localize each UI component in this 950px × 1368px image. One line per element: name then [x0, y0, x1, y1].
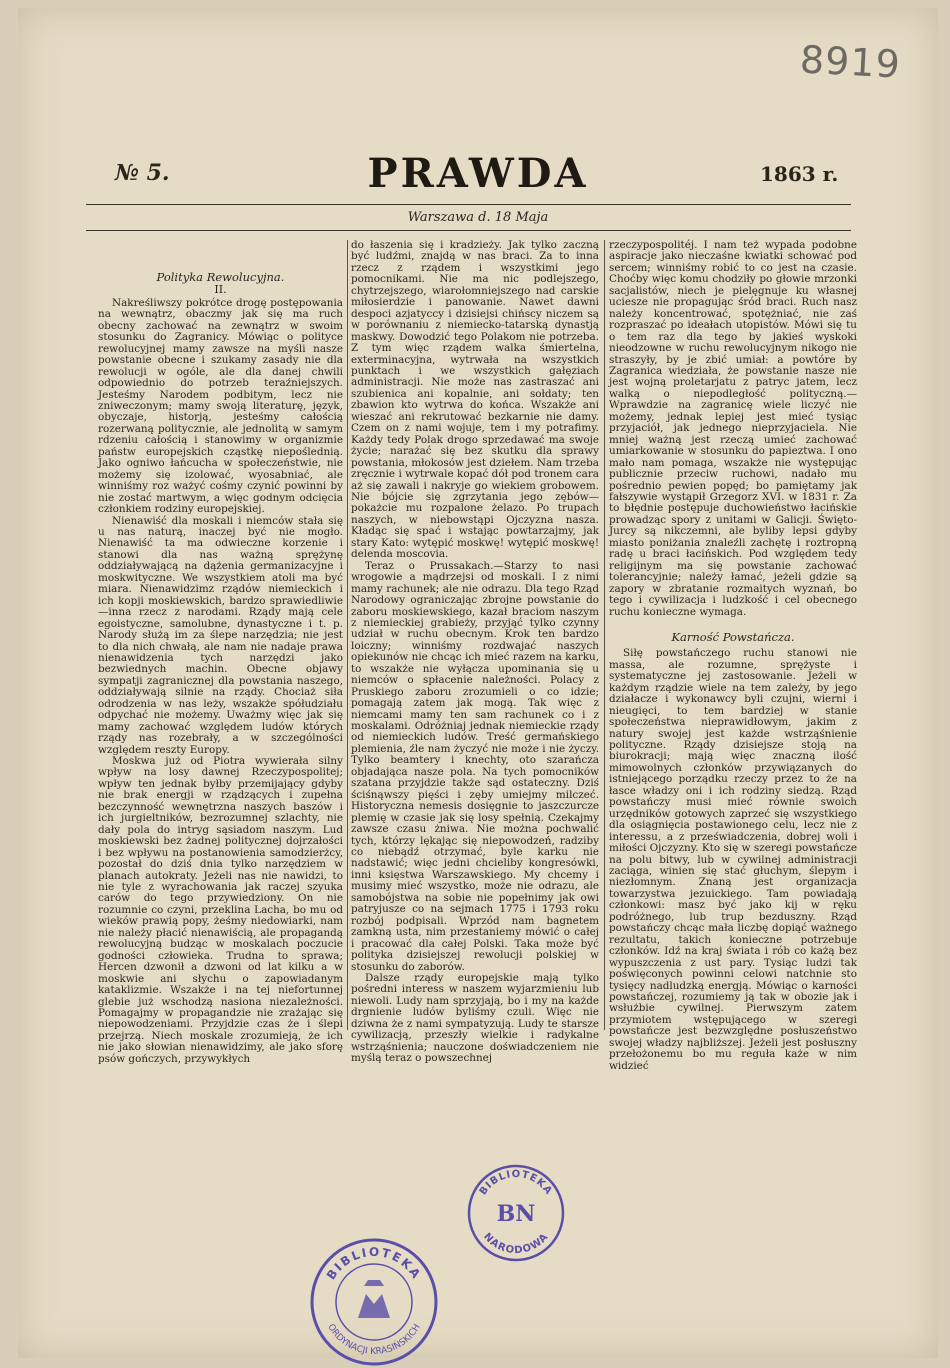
library-stamp-left — [308, 1236, 440, 1368]
masthead-rule-top — [86, 204, 851, 205]
stamp-center-text: BN — [496, 1201, 536, 1227]
paragraph: Nienawiść dla moskali i niemców stała się u nas naturą, inaczej być nie mogło. Nienawiść ta ma odwieczne korzenie i stanowi dla nas ważną sprężynę oddziaływającą na dążenia germanizacyjne i moskwityczne. We wszystkiem atoli ma być miara. Nienawidzimz rządów niemieckich i ich kopji moskiewskich, bardzo sprawiedliwie—inna rzecz z narodami. Rządy mają cele egoistyczne, samolubne, dynastyczne i t. p. Narody służą im za ślepe narzędzia; nie jest to dla nich chwałą, ale nam nie nadaje prawa nienawidzenia tych narzędzi jako bezwiednych machin. Obecne objawy sympatji zagranicznej dla powstania naszego, oddziaływają silnie na rządy. Chociaż siła odrodzenia w nas leży, wszakże spółudziału odpychać nie możemy. Uważmy więc jak się mamy zachować względem ludów których rządy nas rozebrały, a w szczególności względem reszty Europy. — [98, 514, 343, 756]
column-3 — [609, 239, 857, 1072]
stamp-top-text: BIBLIOTEKA — [477, 1168, 555, 1198]
paragraph: Dalsze rządy europejskie mają tylko pośredni interess w naszem wyjarzmieniu lub niewoli. Ludy nam sprzyjają, bo i my na każde drgnienie ludów byliśmy czuli. Więc nie dziwna że z nami sympatyzują. Ludy te starsze cywilizacją, przeszły wielkie i radykalne wstrząśnienia; nauczone doświadczeniem nie myślą teraz o powszechnej — [351, 972, 599, 1065]
stamp-top-text: BIBLIOTEKA — [323, 1244, 425, 1283]
pencil-annotation: 8919 — [798, 37, 902, 87]
paragraph: Moskwa już od Piotra wywierała silny wpływ na losy dawnej Rzeczypospolitej; wpływ ten jednak byłby przemijający gdyby nie brak energji w rządzących i zupełna bezczynność wewnętrzna naszych baszów i ich jurgieltników, bezrozumnej szlachty, nie dały pola do intryg sąsiadom naszym. Lud moskiewski bez żadnej politycznej dojrzałości i bez wpływu na postanowienia samodzierżcy, pozostał do dziś dnia tylko narzędziem w planach autokraty. Jeżeli nas nie nawidzi, to nie tyle z wyrachowania jak raczej szyuka carów do tego przywiedziony. On nie rozumnie co czyni, przeklina Lacha, bo mu od wieków prawią popy, żeśmy niedowiarki, nam nie należy płacić nienawiścią, ale propagandą rewolucyjną budząc w moskalach poczucie godności człowieka. Trudna to sprawa; Hercen dzwonił a dzwoni od lat kilku a w moskwie ani słychu o zapowiadanym kataklizmie. Wszakże i na tej niefortunnej glebie już wschodzą nasiona niezależności. Pomagajmy w propagandzie nie zrażając się niepowodzeniami. Przyjdzie czas że i ślepi przejrzą. Niech moskale zrozumieją, że ich nie jako słowian nienawidzimy, ale jako sforę psów gończych, przywykłych — [98, 755, 343, 1065]
paragraph: Siłę powstańczego ruchu stanowi nie massa, ale rozumne, sprężyste i systematyczne jej zastosowanie. Jeżeli w każdym rządzie wiele na tem zależy, by jego działacze i wykonawcy byli czujni, wierni i nieugięci, to tem bardziej w stanie społeczeństwa nieprawidłowym, jakim z natury swojej jest każde wstrząśnienie polityczne. Rządy dzisiejsze stoją na biurokracji; mają więc znaczną ilość mimowolnych członków przywiązanych do istniejącego porządku rzeczy przez to że na łasce władzy oni i ich rodziny siedzą. Rząd powstańczy musi mieć równie swoich urzędników gotowych zaprzeć się wszystkiego dla osiągnięcia postawionego celu, lecz nie z interessu, a z przeświadczenia, dobrej woli i miłości Ojczyzny. Kto się w szeregi powstańcze na polu bitwy, lub w cywilnej administracji zaciąga, winien się stać głuchym, ślepym i niezłomnym. Znaną jest organizacja towarzystwa jezuickiego. Tam powiadają członkowi: masz być jako kij w ręku podróżnego, lub trup bezduszny. Rząd powstańczy chcąc mała liczbę dopiąć ważnego rezultatu, takich konieczne potrzebuje członków. Idź na kraj świata i rób co każą bez wypuszczenia z ust pary. Tysiąc ludzi tak poświęconych powinni celowi natchnie sto tysięcy nadludzką energją. Mówiąc o karności powstańczej, rozumiemy ją tak w obozie jak i wsłużbie cywilnej. Pierwszym zatem przymiotem wstępującego w szeregi powstańcze jest bezwzględne posłuszeństwo swojej władzy najbliższej. Jeżeli jest posłuszny przełożonemu bo mu reguła każe w nim widzieć — [609, 647, 857, 1072]
issue-number: № 5. — [115, 160, 170, 186]
column-1 — [98, 240, 343, 1065]
newspaper-page — [18, 8, 938, 1358]
article-title: Karność Powstańcza. — [671, 629, 795, 644]
column-separator — [604, 240, 605, 1030]
article-title: Polityka Rewolucyjna. — [156, 270, 285, 284]
stamp-bottom-text: NARODOWA — [481, 1231, 551, 1257]
column-2 — [351, 239, 599, 1065]
paragraph: Teraz o Prussakach.—Starzy to nasi wrogowie a mądrzejsi od moskali. I z nimi mamy rachunek; ale nie odrazu. Dla tego Rząd Narodowy ograniczając zbrojne powstanie do zaboru moskiewskiego, kazał braciom naszym z niemieckiej grabieży, przyjąć tylko czynny udział w ruchu obecnym. Krok ten bardzo loiczny; winniśmy rozdwajać naszych opiekunów nie chcąc ich mieć razem na karku, to wszakże nie wyłącza upominania się u niemców o spłacenie należności. Polacy z Pruskiego zaboru zrozumieli o co idzie; pomagają zatem jak mogą. Tak więc z niemcami mamy ten sam rachunek co i z moskalami. Odróżniaj jednak niemieckie rządy od niemieckich ludów. Treść germańskiego plemienia, źle nam życzyć nie może i nie życzy. Tylko beamtery i knechty, oto szarańcza objadająca nasze pola. Na tych pomocników szatana przyjdzie także sąd ostateczny. Dziś ściśnąwszy pięści i zęby umiejmy milczeć. Historyczna nemesis dosięgnie to jaszczurcze plemię w czasie jak się losy spełnią. Czekajmy zawsze czasu żniwa. Nie można pochwalić tych, którzy lękając się niepowodzeń, radziby co niebądź otrzymać, byle karku nie nadstawić; więc jedni chcieliby kongresówki, inni księstwa Warszawskiego. My chcemy i musimy mieć wszystko, może nie odrazu, ale samobójstwa na sobie nie popełnimy jak owi patryjusze co na sejmach 1775 i 1793 roku rozbój podpisali. Wprzód nam bagnetem zamkną usta, nim przestaniemy mówić o całej i pracować dla całej Polski. Taka może być polityka dzisiejszej rewolucji polskiej w stosunku do zaborów. — [351, 559, 599, 973]
column-separator — [347, 240, 348, 1030]
masthead — [18, 150, 938, 200]
coat-of-arms-icon — [358, 1280, 390, 1318]
library-stamp-right — [466, 1163, 566, 1263]
dateline: Warszawa d. 18 Maja — [407, 210, 549, 225]
article-section-number: II. — [214, 283, 227, 297]
stamp-bottom-text: ORDYNACJI KRASIŃSKICH — [325, 1322, 423, 1358]
newspaper-title: PRAWDA — [367, 150, 589, 197]
paragraph: Nakreśliwszy pokrótce drogę postępowania na wewnątrz, obaczmy jak się ma ruch obecny zachować na zewnątrz w swoim stosunku do Zagranicy. Mówiąc o polityce rewolucyjnej mamy zawsze na myśli nasze powstanie obecne i szukamy zasady nie dla rewolucji w ogóle, ale dla danej chwili odpowiednio do potrzeb teraźniejszych. Jesteśmy Narodem podbitym, lecz nie zniweczonym; mamy swoją literaturę, język, obyczaje, historją, jesteśmy całością rozerwaną politycznie, ale jednolitą w samym rdzeniu całością i stanowimy w organizmie państw europejskich cząstkę niepoślednią. Jako ogniwo łańcucha w społeczeństwie, nie możemy się izolować, wyosabniać, ale winniśmy roz ważyć cośmy czynić powinni by nie zostać martwym, a więc godnym odcięcia członkiem rodziny europejskiej. — [98, 296, 343, 516]
paragraph: do łaszenia się i kradzieży. Jak tylko zaczną być ludźmi, znajdą w nas braci. Za to inna rzecz z rządem i wszystkimi jego pomocnikami. Nie ma nic podlejszego, chytrzejszego, wiarołomniejszego nad carskie miłosierdzie i panowanie. Nawet dawni despoci azjatyccy i dzisiejsi chińscy niczem są w porównaniu z niemiecko-tatarską dynastją maskwy. Dowodzić tego Polakom nie potrzeba. Z tym więc rządem walka śmiertelna, exterminacyjna, wytrwała na wszystkich punktach i we wszystkich gałęziach administracji. Nie może nas zastraszać ani szubienica ani kopalnie, ani sołdaty; ten zbawion kto wytrwa do końca. Wszakże ani wieszać ani rekrutować bezkarnie nie damy. Czem on z nami wojuje, tem i my potrafimy. Każdy tedy Polak drogo sprzedawać ma swoje życie; narażać się bez skutku dla sprawy powstania, młokosów jest dziełem. Nam trzeba zręcznie i wytrwale kopać dół pod tronem cara aż się zawali i nakryje go wiekiem grobowem. Nie bójcie się zgrzytania jego zębów—pokażcie mu rozpalone żelazo. Po trupach naszych, w niebowstąpi Ojczyzna nasza. Kładąc się spać i wstając powtarzajmy, jak stary Kato: wytępić moskwę! wytępić moskwę! delenda moscovia. — [351, 239, 599, 561]
paragraph: rzeczypospolitéj. I nam też wypada podobne aspiracje jako nieczaśne kwiatki schować pod sercem; winniśmy robić to co jest na czasie. Choćby więc komu chodziły po głowie mrzonki sacjalistów, niech je pielęgnuje ku własnej uciesze nie propagując śród braci. Ruch nasz należy koncentrować, spotężniać, nie zaś rozpraszać po ideałach utopistów. Mówi się tu o tem raz dla tego by jakieś wyskoki nieodzowne w ruchu rewolucyjnym nikogo nie straszyły, by je zbić umiał: a powtóre by Zagranica wiedziała, że powstanie nasze nie jest wojną proletarjatu z patryc jatem, lecz walką o niepodległość polityczną.— Wprawdzie na zagranicę wiele liczyć nie możemy, jednak lepiej jest mieć tysiąc przyjaciół, jak jednego nieprzyjaciela. Nie mniej ważną jest rzeczą umieć zachować umiarkowanie w stosunku do papieztwa. I ono mało nam pomaga, wszakże nie występując publicznie przeciw ruchowi, nadało mu pośrednio pewien popęd; bo pamiętamy jak fałszywie wystąpił Grzegorz XVI. w 1831 r. Za to błędnie postępuje duchowieństwo łacińskie prowadząc spory z unitami w Galicji. Święto-Jurcy są nikczemni, ale byliby lepsi gdyby miasto poniżania znaleźli zachętę i roztropną radę u braci łacińskich. Pod względem tedy religijnym ma się powstanie zachować tolerancyjnie; należy łamać, jeżeli gdzie są zapory w zbratanie rozmaitych wyznań, bo tego i cywilizacja i ludzkość i cel obecnego ruchu konieczne wymaga. — [609, 239, 857, 618]
masthead-rule-bottom — [86, 230, 851, 231]
issue-year: 1863 r. — [760, 162, 839, 186]
